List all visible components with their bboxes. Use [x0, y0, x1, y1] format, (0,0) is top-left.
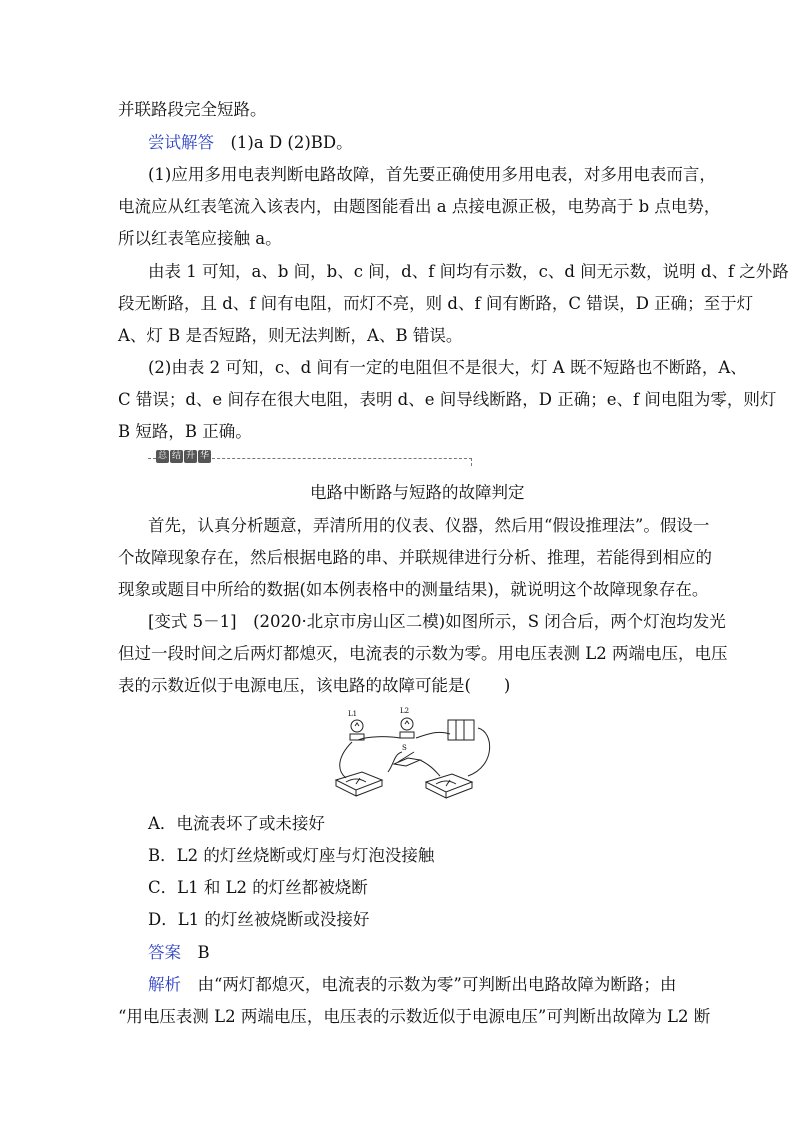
text-line: 个故障现象存在，然后根据电路的串、并联规律进行分析、推理，若能得到相应的 — [118, 548, 712, 567]
figure-label-l1: L1 — [348, 710, 358, 718]
option-c: C．L1 和 L2 的灯丝都被烧断 — [148, 878, 368, 897]
circuit-figure — [328, 706, 496, 806]
text-line: “用电压表测 L2 两端电压，电压表的示数近似于电源电压”可判断出故障为 L2 断 — [118, 1007, 711, 1026]
answer-line — [148, 941, 210, 965]
attempt-answer-line — [148, 131, 353, 155]
text-line: 所以红表笔应接触 a。 — [118, 229, 282, 248]
text-line: 电流应从红表笔流入该表内，由题图能看出 a 点接电源正极，电势高于 b 点电势， — [118, 197, 721, 216]
figure-label-l2: L2 — [400, 707, 410, 715]
text-line: 首先，认真分析题意，弄清所用的仪表、仪器，然后用“假设推理法”。假设一 — [148, 516, 710, 535]
summary-divider — [148, 448, 472, 466]
analysis-line — [148, 973, 676, 997]
attempt-answer-label: 尝试解答 — [148, 133, 214, 152]
option-a: A．电流表坏了或未接好 — [148, 814, 325, 833]
summary-tag-char: 升 — [185, 451, 195, 461]
text-line: B 短路，B 正确。 — [118, 422, 252, 441]
summary-tag — [156, 450, 211, 464]
text-line: 现象或题目中所给的数据(如本例表格中的测量结果)，就说明这个故障现象存在。 — [118, 580, 709, 599]
text-line: 并联路段完全短路。 — [118, 100, 267, 119]
text-line: 表的示数近似于电源电压，该电路的故障可能是( ) — [118, 676, 511, 695]
summary-tag-char: 华 — [199, 451, 209, 461]
text-line: (1)应用多用电表判断电路故障，首先要正确使用多用电表，对多用电表而言， — [148, 165, 716, 184]
option-d: D．L1 的灯丝被烧断或没接好 — [148, 910, 370, 929]
summary-tag-char: 结 — [171, 451, 181, 461]
analysis-text: 由“两灯都熄灭，电流表的示数为零”可判断出电路故障为断路；由 — [197, 975, 677, 994]
figure-label-s: S — [402, 744, 407, 752]
text-line: A、灯 B 是否短路，则无法判断，A、B 错误。 — [118, 326, 463, 345]
summary-tag-char: 总 — [157, 451, 167, 461]
answer-label: 答案 — [148, 943, 181, 962]
text-line: [变式 5－1] (2020·北京市房山区二模)如图所示，S 闭合后，两个灯泡均发光 — [148, 612, 726, 631]
attempt-answer-text: (1)a D (2)BD。 — [230, 133, 353, 152]
text-line: 但过一段时间之后两灯都熄灭，电流表的示数为零。用电压表测 L2 两端电压，电压 — [118, 644, 728, 663]
section-heading: 电路中断路与短路的故障判定 — [310, 483, 525, 502]
text-line: C 错误；d、e 间存在很大电阻，表明 d、e 间导线断路，D 正确；e、f 间电阻为零，则灯 — [118, 390, 777, 409]
text-line: 段无断路，且 d、f 间有电阻，而灯不亮，则 d、f 间有断路，C 错误，D 正确；至于灯 — [118, 294, 754, 313]
text-line: (2)由表 2 可知，c、d 间有一定的电阻但不是很大，灯 A 既不短路也不断路，A、 — [148, 358, 747, 377]
text-line: 由表 1 可知，a、b 间，b、c 间，d、f 间均有示数，c、d 间无示数，说明 d、f 之外路 — [148, 262, 789, 281]
analysis-label: 解析 — [148, 975, 181, 994]
answer-value: B — [197, 943, 210, 962]
option-b: B．L2 的灯丝烧断或灯座与灯泡没接触 — [148, 846, 435, 865]
